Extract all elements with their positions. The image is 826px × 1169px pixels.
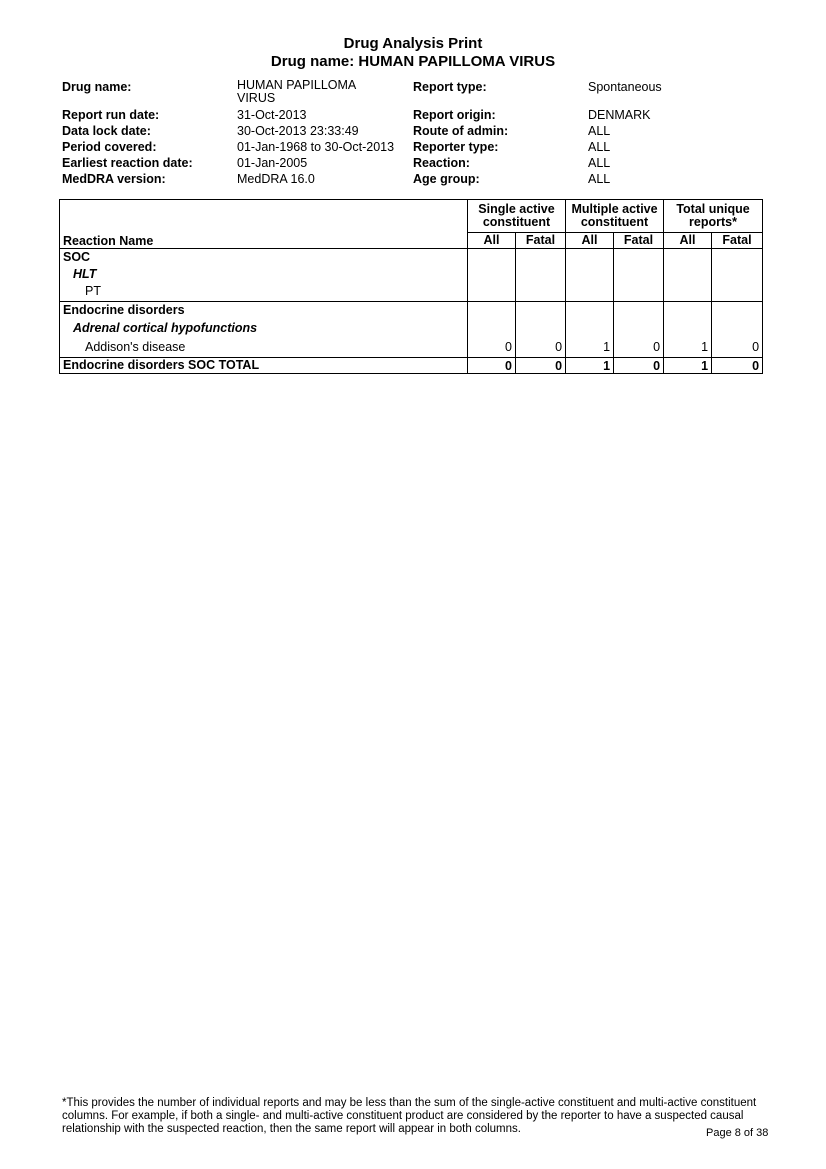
legend-hlt: HLT <box>73 267 97 281</box>
single-active-header: Single active constituent <box>468 200 566 233</box>
earliest-value: 01-Jan-2005 <box>237 156 308 170</box>
report-title: Drug Analysis Print <box>343 35 483 52</box>
pt-multiple-all: 1 <box>566 337 614 358</box>
page-number: Page 8 of 38 <box>706 1127 769 1139</box>
period-label: Period covered: <box>62 140 157 154</box>
lock-label: Data lock date: <box>62 124 151 138</box>
hlt-name: Adrenal cortical hypofunctions <box>60 319 468 337</box>
origin-value: DENMARK <box>588 108 651 122</box>
pt-single-all: 0 <box>468 337 516 358</box>
reaction-table <box>59 199 763 374</box>
total-multiple-all: 1 <box>566 358 614 374</box>
age-label: Age group: <box>413 172 480 186</box>
total-total-fatal: 0 <box>712 358 763 374</box>
report-type-label: Report type: <box>413 80 487 94</box>
reaction-value: ALL <box>588 156 611 170</box>
reporter-value: ALL <box>588 140 611 154</box>
route-value: ALL <box>588 124 611 138</box>
multiple-all-header: All <box>566 233 614 249</box>
report-subtitle: Drug name: HUMAN PAPILLOMA VIRUS <box>270 53 556 70</box>
soc-name: Endocrine disorders <box>60 302 468 320</box>
multiple-fatal-header: Fatal <box>614 233 664 249</box>
reporter-label: Reporter type: <box>413 140 499 154</box>
hlt-row <box>60 319 763 337</box>
pt-single-fatal: 0 <box>516 337 566 358</box>
meddra-value: MedDRA 16.0 <box>237 172 315 186</box>
total-total-all: 1 <box>664 358 712 374</box>
earliest-label: Earliest reaction date: <box>62 156 193 170</box>
soc-total-row <box>60 358 763 374</box>
footnote: *This provides the number of individual reports and may be less than the sum of the single-active constituent and multi-active constituent columns. For example, if both a single- and multi-active constituent product are considered by the reporter to have a suspected causal relationship with the suspected reaction, then the same report will appear in both columns. <box>62 1097 757 1135</box>
multiple-active-header: Multiple active constituent <box>566 200 664 233</box>
pt-row <box>60 337 763 358</box>
report-type-value: Spontaneous <box>588 80 662 94</box>
soc-row <box>60 302 763 320</box>
total-multiple-fatal: 0 <box>614 358 664 374</box>
drug-name-value: HUMAN PAPILLOMA VIRUS <box>237 78 356 105</box>
single-all-header: All <box>468 233 516 249</box>
drug-name-label: Drug name: <box>62 80 132 94</box>
pt-multiple-fatal: 0 <box>614 337 664 358</box>
total-all-header: All <box>664 233 712 249</box>
age-value: ALL <box>588 172 611 186</box>
run-date-label: Report run date: <box>62 108 160 122</box>
pt-total-all: 1 <box>664 337 712 358</box>
table-header-row <box>60 200 763 233</box>
single-fatal-header: Fatal <box>516 233 566 249</box>
origin-label: Report origin: <box>413 108 496 122</box>
total-fatal-header: Fatal <box>712 233 763 249</box>
period-value: 01-Jan-1968 to 30-Oct-2013 <box>237 140 395 154</box>
reaction-name-header: Reaction Name <box>60 200 468 249</box>
lock-value: 30-Oct-2013 23:33:49 <box>237 124 359 138</box>
total-unique-header: Total unique reports* <box>664 200 763 233</box>
run-date-value: 31-Oct-2013 <box>237 108 307 122</box>
meddra-label: MedDRA version: <box>62 172 166 186</box>
soc-total-label: Endocrine disorders SOC TOTAL <box>60 358 468 374</box>
legend-pt: PT <box>85 284 101 298</box>
reaction-label: Reaction: <box>413 156 470 170</box>
legend-row <box>60 249 763 302</box>
pt-total-fatal: 0 <box>712 337 763 358</box>
legend-soc: SOC <box>63 250 91 264</box>
pt-name: Addison's disease <box>60 337 468 358</box>
route-label: Route of admin: <box>413 124 509 138</box>
legend-cell <box>60 249 468 302</box>
total-single-all: 0 <box>468 358 516 374</box>
total-single-fatal: 0 <box>516 358 566 374</box>
